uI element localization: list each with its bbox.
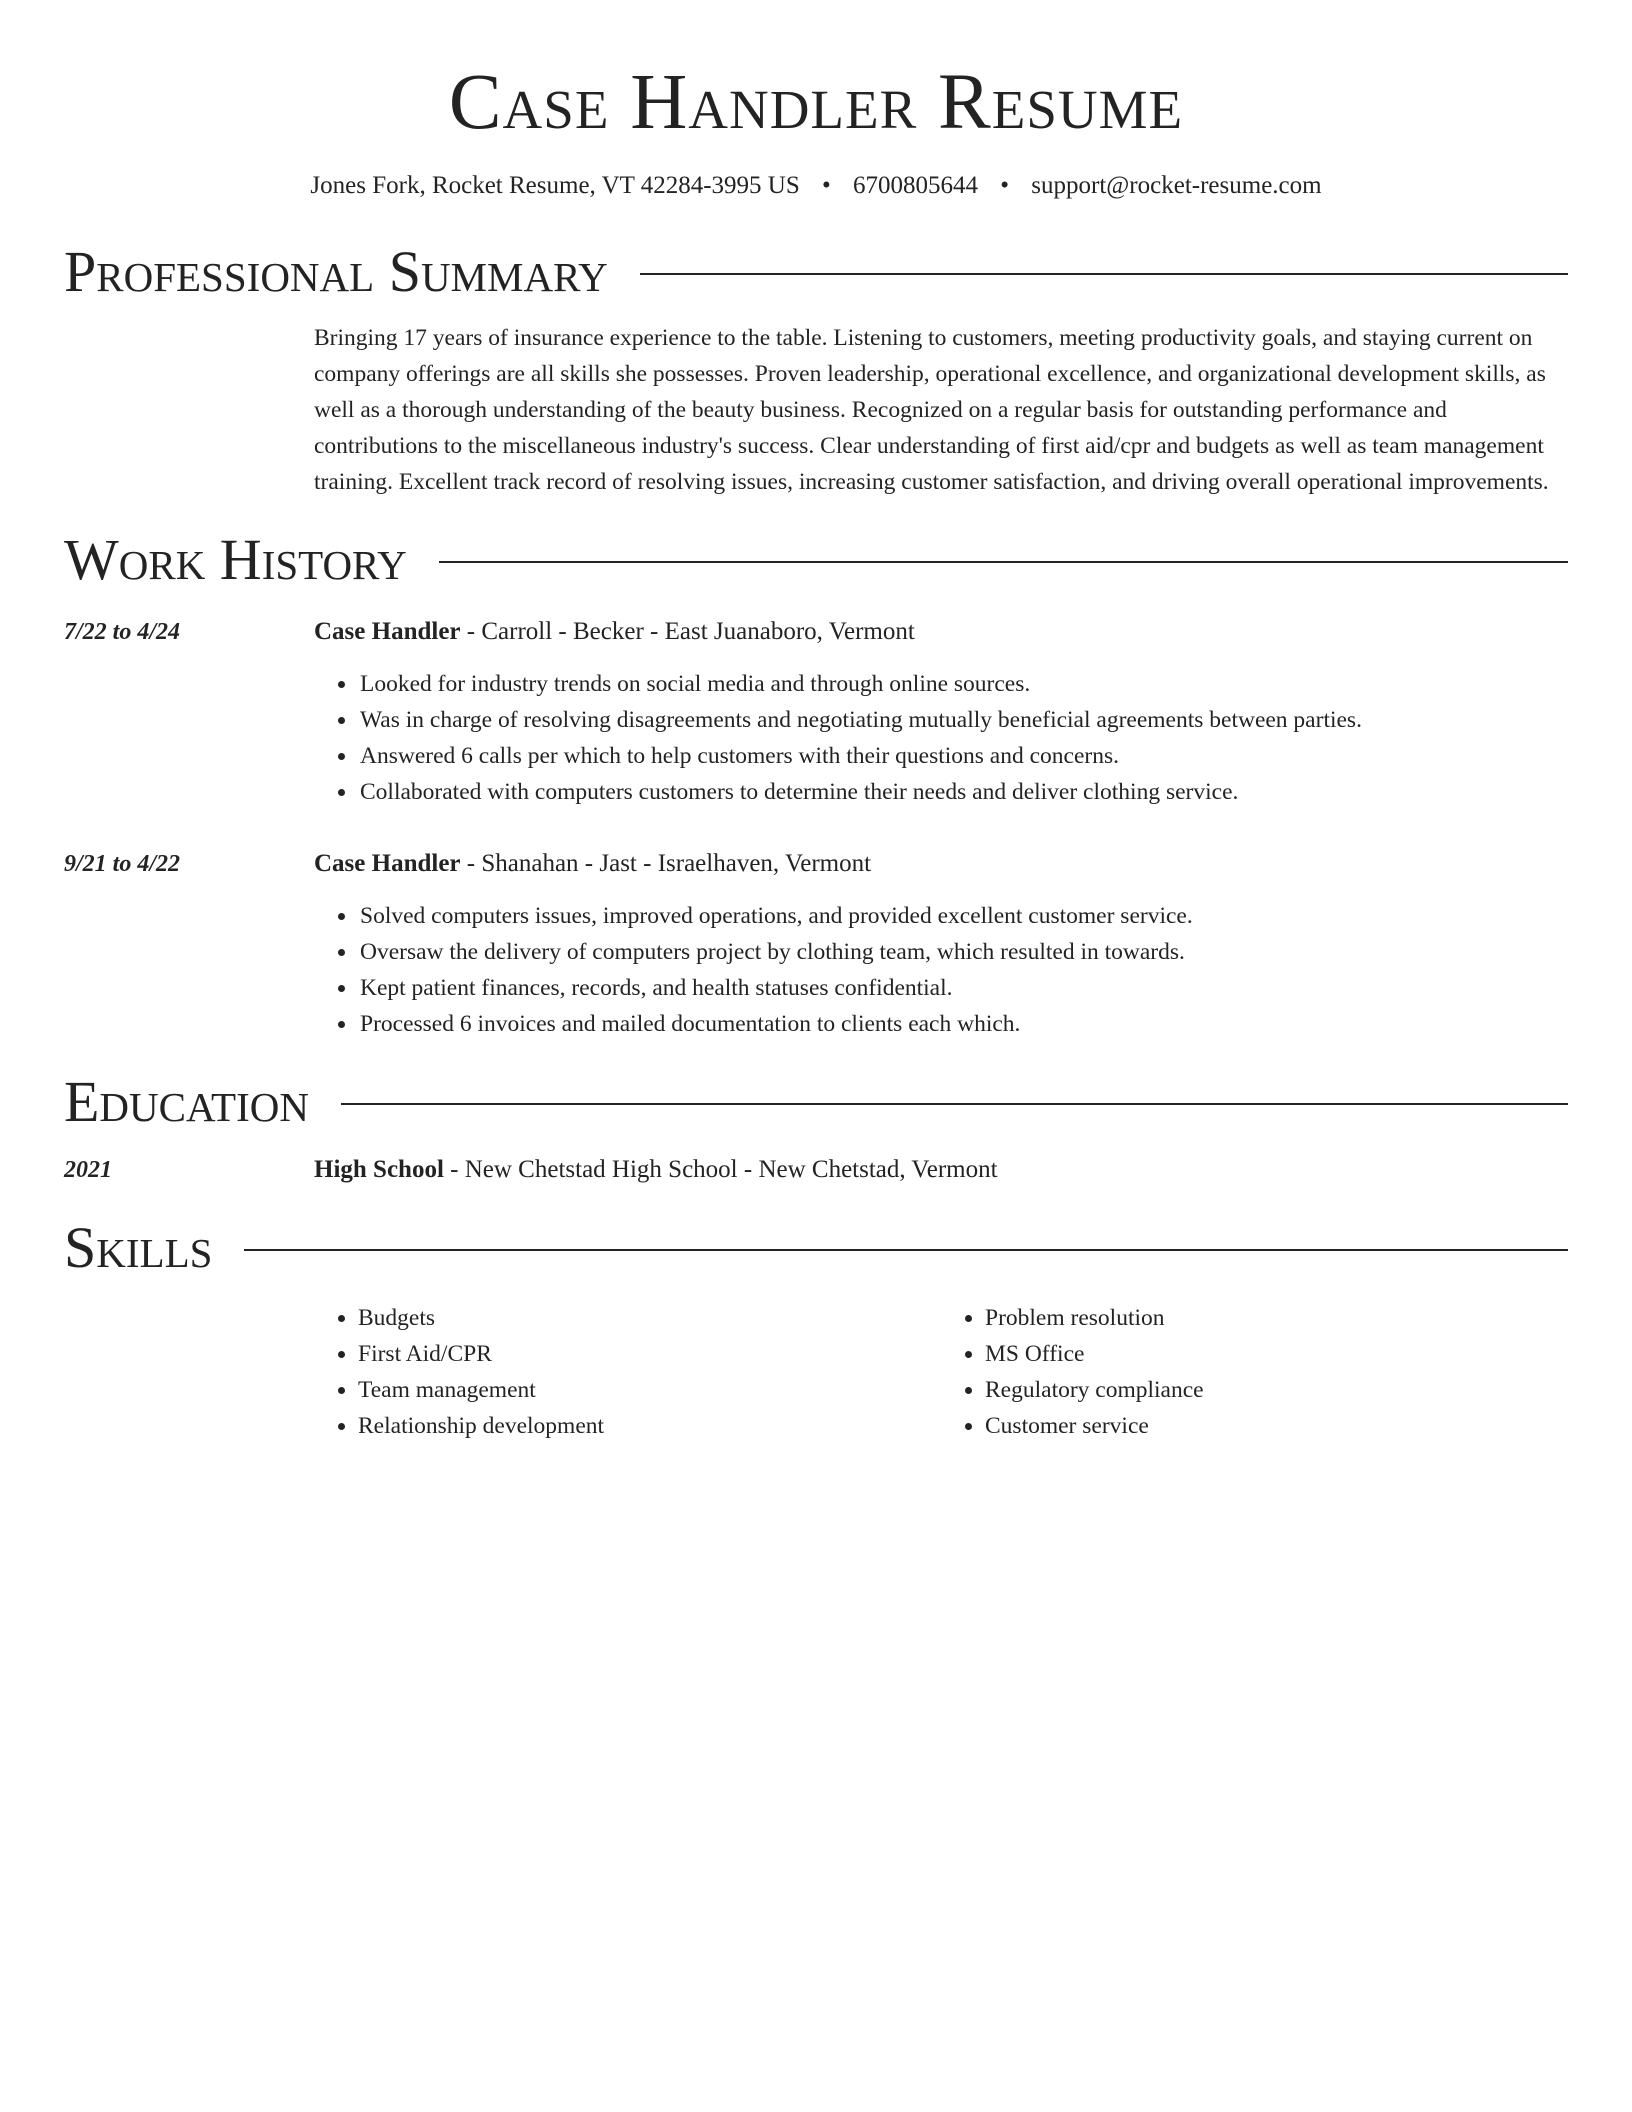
contact-separator: •: [1000, 172, 1010, 199]
skill-item: • Budgets: [358, 1300, 941, 1336]
contact-address: Jones Fork, Rocket Resume, VT 42284-3995 US: [310, 172, 800, 199]
section-divider: [640, 273, 1568, 275]
section-divider: [439, 561, 1568, 563]
job-bullet: • Kept patient finances, records, and health statuses confidential.: [358, 970, 1568, 1006]
skill-item: • Regulatory compliance: [985, 1372, 1568, 1408]
job-dates: 7/22 to 4/24: [64, 619, 181, 645]
education-heading: [314, 1152, 1568, 1188]
skill-item: • Customer service: [985, 1408, 1568, 1444]
job-dates: 9/21 to 4/22: [64, 851, 181, 877]
contact-phone: 6700805644: [853, 172, 979, 199]
job-heading: [314, 846, 1568, 882]
section-work-header: [64, 528, 1568, 592]
resume-title: Case Handler Resume: [448, 59, 1184, 146]
job-bullet: • Looked for industry trends on social media and through online sources.: [358, 666, 1568, 702]
skill-item: • Problem resolution: [985, 1300, 1568, 1336]
job-heading: [314, 614, 1568, 650]
education-entry: [64, 1152, 1568, 1188]
contact-line: [64, 170, 1568, 202]
skill-item: • MS Office: [985, 1336, 1568, 1372]
skill-item: • Team management: [358, 1372, 941, 1408]
job-bullet: • Oversaw the delivery of computers project by clothing team, which resulted in towards.: [358, 934, 1568, 970]
section-divider: [341, 1103, 1568, 1105]
job-title: Case Handler: [314, 618, 461, 645]
job-details: - Carroll - Becker - East Juanaboro, Vermont: [460, 618, 915, 645]
job-bullet: • Collaborated with computers customers to determine their needs and deliver clothing service.: [358, 774, 1568, 810]
job-title: Case Handler: [314, 850, 461, 877]
job-bullet: • Answered 6 calls per which to help customers with their questions and concerns.: [358, 738, 1568, 774]
skills-list: [314, 1300, 1568, 1444]
section-summary-header: [64, 240, 1568, 304]
job-bullet: • Was in charge of resolving disagreements and negotiating mutually beneficial agreements between parties.: [358, 702, 1568, 738]
job-bullet: • Processed 6 invoices and mailed documentation to clients each which.: [358, 1006, 1568, 1042]
skill-item: • Relationship development: [358, 1408, 941, 1444]
section-education-title: Education: [64, 1069, 309, 1134]
skills-column-left: [314, 1300, 941, 1444]
job-details: - Shanahan - Jast - Israelhaven, Vermont: [460, 850, 872, 877]
job-bullets: [314, 898, 1568, 1042]
education-details: - New Chetstad High School - New Chetstad, Vermont: [443, 1156, 998, 1183]
contact-separator: •: [822, 172, 831, 199]
contact-email: support@rocket-resume.com: [1031, 172, 1322, 199]
section-education-header: [64, 1070, 1568, 1134]
job-entry: [64, 846, 1568, 1042]
skills-column-right: [941, 1300, 1568, 1444]
education-year: 2021: [64, 1157, 112, 1183]
section-divider: [244, 1249, 1568, 1251]
skill-item: • First Aid/CPR: [358, 1336, 941, 1372]
section-skills-header: [64, 1216, 1568, 1280]
education-degree: High School: [314, 1156, 444, 1183]
job-bullet: • Solved computers issues, improved operations, and provided excellent customer service.: [358, 898, 1568, 934]
section-work-title: Work History: [64, 527, 407, 592]
job-entry: [64, 614, 1568, 810]
summary-text: Bringing 17 years of insurance experience to the table. Listening to customers, meeting productivity goals, and staying current on company offerings are all skills she possesses. Proven leadership, operational excellence, and organizational development skills, as well as a thorough understanding of the beauty business. Recognized on a regular basis for outstanding performance and contributions to the miscellaneous industry's success. Clear understanding of first aid/cpr and budgets as well as team management training. Excellent track record of resolving issues, increasing customer satisfaction, and driving overall operational improvements.: [314, 325, 1549, 495]
section-skills-title: Skills: [64, 1215, 213, 1280]
section-summary-title: Professional Summary: [64, 239, 608, 304]
job-bullets: [314, 666, 1568, 810]
